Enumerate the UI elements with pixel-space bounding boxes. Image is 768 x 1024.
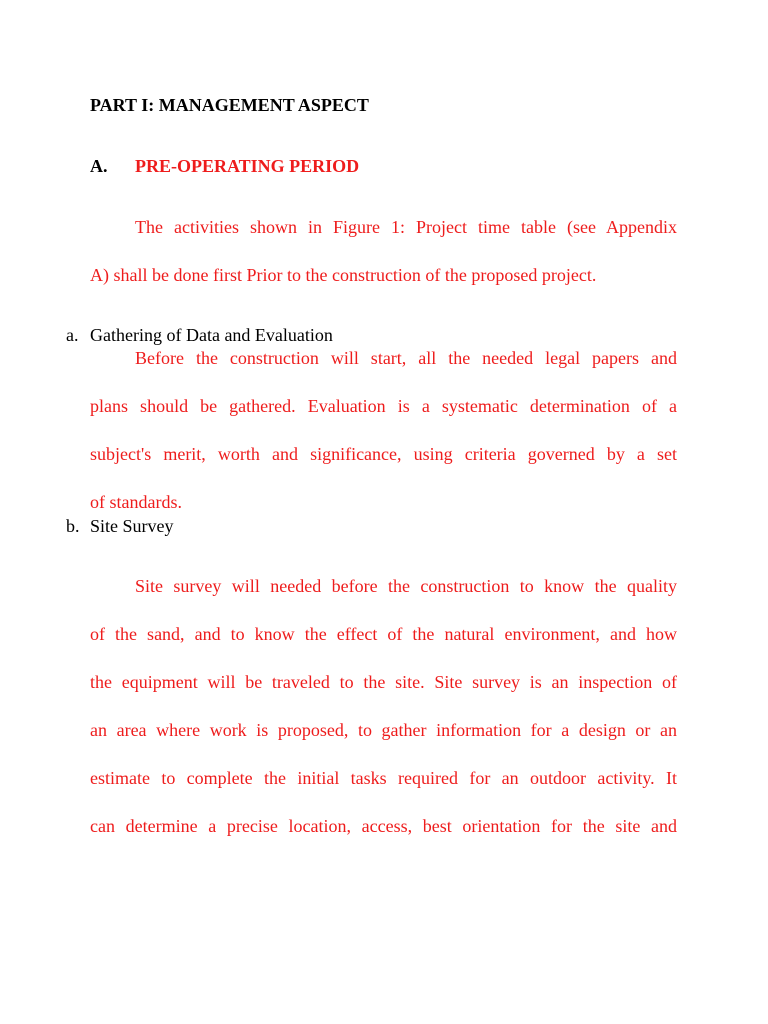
section-a-letter: A. (90, 156, 108, 176)
item-b-line-6: can determine a precise location, access, best orientation for the site and (90, 816, 677, 836)
item-b-line-5: estimate to complete the initial tasks required for an outdoor activity. It (90, 768, 677, 788)
item-b-title: Site Survey (90, 516, 174, 536)
item-b-line-4: an area where work is proposed, to gather information for a design or an (90, 720, 677, 740)
item-b-line-1: Site survey will needed before the construction to know the quality (135, 576, 677, 596)
item-a-line-1: Before the construction will start, all the needed legal papers and (135, 348, 677, 368)
intro-line-1: The activities shown in Figure 1: Project time table (see Appendix (135, 217, 677, 237)
section-a-title: PRE-OPERATING PERIOD (135, 156, 360, 176)
item-a-line-3: subject's merit, worth and significance, using criteria governed by a set (90, 444, 677, 464)
item-b-line-3: the equipment will be traveled to the site. Site survey is an inspection of (90, 672, 677, 692)
item-a-line-2: plans should be gathered. Evaluation is a systematic determination of a (90, 396, 677, 416)
item-a-marker: a. (66, 325, 79, 345)
item-b-line-2: of the sand, and to know the effect of the natural environment, and how (90, 624, 677, 644)
item-b-marker: b. (66, 516, 80, 536)
part-heading: PART I: MANAGEMENT ASPECT (90, 95, 369, 115)
intro-line-2: A) shall be done first Prior to the construction of the proposed project. (90, 265, 597, 285)
item-a-title: Gathering of Data and Evaluation (90, 325, 333, 345)
item-a-line-4: of standards. (90, 492, 182, 512)
